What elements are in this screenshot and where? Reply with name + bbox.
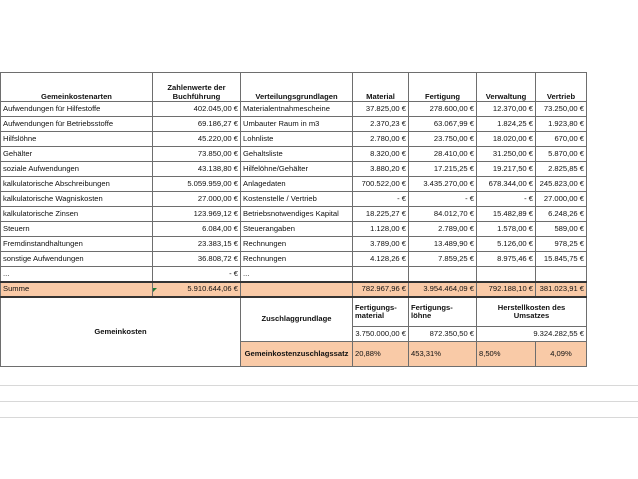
summe-material[interactable]: 782.967,96 € <box>353 282 409 297</box>
cell-grundlage[interactable]: Anlagedaten <box>241 177 353 192</box>
cell-vertrieb[interactable]: 5.870,00 € <box>536 147 587 162</box>
table-row <box>1 237 587 252</box>
cell-fertigung[interactable] <box>409 267 477 283</box>
zuschlagssatz-verwaltung[interactable]: 8,50% <box>477 342 536 367</box>
cell-material[interactable]: 8.320,00 € <box>353 147 409 162</box>
cell-material[interactable]: 2.370,23 € <box>353 117 409 132</box>
cell-material[interactable]: 700.522,00 € <box>353 177 409 192</box>
cell-grundlage[interactable]: Materialentnahmescheine <box>241 102 353 117</box>
table-row <box>1 192 587 207</box>
cell-wert[interactable]: 23.383,15 € <box>153 237 241 252</box>
cell-verwaltung[interactable]: 15.482,89 € <box>477 207 536 222</box>
cell-verwaltung[interactable]: 5.126,00 € <box>477 237 536 252</box>
grid-line <box>0 385 638 386</box>
cell-grundlage[interactable]: Steuerangaben <box>241 222 353 237</box>
cell-kostenart[interactable]: sonstige Aufwendungen <box>1 252 153 267</box>
cell-vertrieb[interactable]: 670,00 € <box>536 132 587 147</box>
cell-grundlage[interactable]: Rechnungen <box>241 252 353 267</box>
gemeinkosten-table <box>0 72 587 367</box>
summe-empty-cell[interactable] <box>241 282 353 297</box>
table-row <box>1 147 587 162</box>
cell-grundlage[interactable]: Betriebsnotwendiges Kapital <box>241 207 353 222</box>
fertigungsmaterial-label[interactable]: Fertigungs- material <box>353 297 409 327</box>
cell-material[interactable] <box>353 267 409 283</box>
error-indicator-icon <box>153 288 157 292</box>
cell-kostenart[interactable]: Aufwendungen für Hilfestoffe <box>1 102 153 117</box>
cell-fertigung[interactable]: 7.859,25 € <box>409 252 477 267</box>
header-verwaltung[interactable]: Verwaltung <box>477 73 536 102</box>
cell-material[interactable]: 4.128,26 € <box>353 252 409 267</box>
fertigungsmaterial-value[interactable]: 3.750.000,00 € <box>353 327 409 342</box>
zuschlaggrundlage-label[interactable]: Zuschlaggrundlage <box>241 297 353 342</box>
cell-verwaltung[interactable]: 678.344,00 € <box>477 177 536 192</box>
summe-vertrieb[interactable]: 381.023,91 € <box>536 282 587 297</box>
cell-material[interactable]: 3.789,00 € <box>353 237 409 252</box>
cell-grundlage[interactable]: Kostenstelle / Vertrieb <box>241 192 353 207</box>
header-zahlenwerte[interactable]: Zahlenwerte der Buchführung <box>153 73 241 102</box>
grid-line <box>0 401 638 402</box>
zuschlagssatz-vertrieb[interactable]: 4,09% <box>536 342 587 367</box>
gemeinkosten-label[interactable]: Gemeinkosten <box>1 297 241 367</box>
cell-grundlage[interactable]: Lohnliste <box>241 132 353 147</box>
cell-fertigung[interactable]: 13.489,90 € <box>409 237 477 252</box>
zuschlagssatz-material[interactable]: 20,88% <box>353 342 409 367</box>
table-row <box>1 252 587 267</box>
cell-kostenart[interactable]: Hilfslöhne <box>1 132 153 147</box>
cell-verwaltung[interactable] <box>477 267 536 283</box>
cell-kostenart[interactable]: ... <box>1 267 153 283</box>
cell-vertrieb[interactable]: 15.845,75 € <box>536 252 587 267</box>
cell-kostenart[interactable]: Fremdinstandhaltungen <box>1 237 153 252</box>
cell-vertrieb[interactable]: 2.825,85 € <box>536 162 587 177</box>
cell-wert[interactable]: - € <box>153 267 241 283</box>
summe-verwaltung[interactable]: 792.188,10 € <box>477 282 536 297</box>
cell-wert[interactable]: 27.000,00 € <box>153 192 241 207</box>
table-row <box>1 177 587 192</box>
herstellkosten-label[interactable]: Herstellkosten des Umsatzes <box>477 297 587 327</box>
cell-material[interactable]: 18.225,27 € <box>353 207 409 222</box>
cell-grundlage[interactable]: Rechnungen <box>241 237 353 252</box>
cell-kostenart[interactable]: Gehälter <box>1 147 153 162</box>
cell-kostenart[interactable]: kalkulatorische Wagniskosten <box>1 192 153 207</box>
cell-wert[interactable]: 402.045,00 € <box>153 102 241 117</box>
cell-verwaltung[interactable]: 31.250,00 € <box>477 147 536 162</box>
cell-fertigung[interactable]: - € <box>409 192 477 207</box>
cell-vertrieb[interactable]: 589,00 € <box>536 222 587 237</box>
header-gemeinkostenarten[interactable]: Gemeinkostenarten <box>1 73 153 102</box>
zuschlagssatz-label[interactable]: Gemeinkostenzuschlagssatz <box>241 342 353 367</box>
header-fertigung[interactable]: Fertigung <box>409 73 477 102</box>
cell-vertrieb[interactable]: 27.000,00 € <box>536 192 587 207</box>
cell-fertigung[interactable]: 278.600,00 € <box>409 102 477 117</box>
cell-fertigung[interactable]: 28.410,00 € <box>409 147 477 162</box>
cell-wert[interactable]: 123.969,12 € <box>153 207 241 222</box>
cell-fertigung[interactable]: 3.435.270,00 € <box>409 177 477 192</box>
cell-kostenart[interactable]: Aufwendungen für Betriebsstoffe <box>1 117 153 132</box>
cell-vertrieb[interactable]: 978,25 € <box>536 237 587 252</box>
cell-vertrieb[interactable]: 245.823,00 € <box>536 177 587 192</box>
table-row <box>1 267 587 283</box>
grid-line <box>0 417 638 418</box>
herstellkosten-value[interactable]: 9.324.282,55 € <box>477 327 587 342</box>
cell-verwaltung[interactable]: 8.975,46 € <box>477 252 536 267</box>
cell-material[interactable]: - € <box>353 192 409 207</box>
cell-verwaltung[interactable]: - € <box>477 192 536 207</box>
cell-verwaltung[interactable]: 1.578,00 € <box>477 222 536 237</box>
cell-verwaltung[interactable]: 12.370,00 € <box>477 102 536 117</box>
cell-grundlage[interactable]: Hilfelöhne/Gehälter <box>241 162 353 177</box>
cell-grundlage[interactable]: Umbauter Raum in m3 <box>241 117 353 132</box>
cell-vertrieb[interactable]: 6.248,26 € <box>536 207 587 222</box>
zuschlag-header-row <box>1 297 587 327</box>
table-row <box>1 222 587 237</box>
cell-wert[interactable]: 5.059.959,00 € <box>153 177 241 192</box>
table-row <box>1 117 587 132</box>
header-material[interactable]: Material <box>353 73 409 102</box>
cell-fertigung[interactable]: 17.215,25 € <box>409 162 477 177</box>
cell-wert[interactable]: 43.138,80 € <box>153 162 241 177</box>
cell-fertigung[interactable]: 2.789,00 € <box>409 222 477 237</box>
summe-wert[interactable]: 5.910.644,06 € <box>153 282 241 297</box>
cell-material[interactable]: 37.825,00 € <box>353 102 409 117</box>
summe-fertigung[interactable]: 3.954.464,09 € <box>409 282 477 297</box>
cell-fertigung[interactable]: 63.067,99 € <box>409 117 477 132</box>
zuschlagssatz-fertigung[interactable]: 453,31% <box>409 342 477 367</box>
cell-kostenart[interactable]: Steuern <box>1 222 153 237</box>
fertigungsloehne-value[interactable]: 872.350,50 € <box>409 327 477 342</box>
cell-material[interactable]: 2.780,00 € <box>353 132 409 147</box>
table-row <box>1 207 587 222</box>
header-vertrieb[interactable]: Vertrieb <box>536 73 587 102</box>
cell-fertigung[interactable]: 23.750,00 € <box>409 132 477 147</box>
cell-verwaltung[interactable]: 18.020,00 € <box>477 132 536 147</box>
cell-vertrieb[interactable] <box>536 267 587 283</box>
header-verteilungsgrundlagen[interactable]: Verteilungsgrundlagen <box>241 73 353 102</box>
cell-verwaltung[interactable]: 1.824,25 € <box>477 117 536 132</box>
cell-wert[interactable]: 73.850,00 € <box>153 147 241 162</box>
cell-vertrieb[interactable]: 73.250,00 € <box>536 102 587 117</box>
table-row <box>1 162 587 177</box>
cell-wert[interactable]: 45.220,00 € <box>153 132 241 147</box>
spreadsheet <box>0 72 638 367</box>
cell-kostenart[interactable]: kalkulatorische Abschreibungen <box>1 177 153 192</box>
cell-grundlage[interactable]: ... <box>241 267 353 283</box>
header-row <box>1 73 587 102</box>
summe-label[interactable]: Summe <box>1 282 153 297</box>
cell-wert[interactable]: 6.084,00 € <box>153 222 241 237</box>
cell-wert[interactable]: 69.186,27 € <box>153 117 241 132</box>
cell-verwaltung[interactable]: 19.217,50 € <box>477 162 536 177</box>
cell-kostenart[interactable]: kalkulatorische Zinsen <box>1 207 153 222</box>
cell-wert[interactable]: 36.808,72 € <box>153 252 241 267</box>
cell-fertigung[interactable]: 84.012,70 € <box>409 207 477 222</box>
cell-grundlage[interactable]: Gehaltsliste <box>241 147 353 162</box>
table-row <box>1 132 587 147</box>
fertigungsloehne-label[interactable]: Fertigungs- löhne <box>409 297 477 327</box>
cell-material[interactable]: 1.128,00 € <box>353 222 409 237</box>
cell-material[interactable]: 3.880,20 € <box>353 162 409 177</box>
cell-vertrieb[interactable]: 1.923,80 € <box>536 117 587 132</box>
table-row <box>1 102 587 117</box>
summe-row <box>1 282 587 297</box>
cell-kostenart[interactable]: soziale Aufwendungen <box>1 162 153 177</box>
